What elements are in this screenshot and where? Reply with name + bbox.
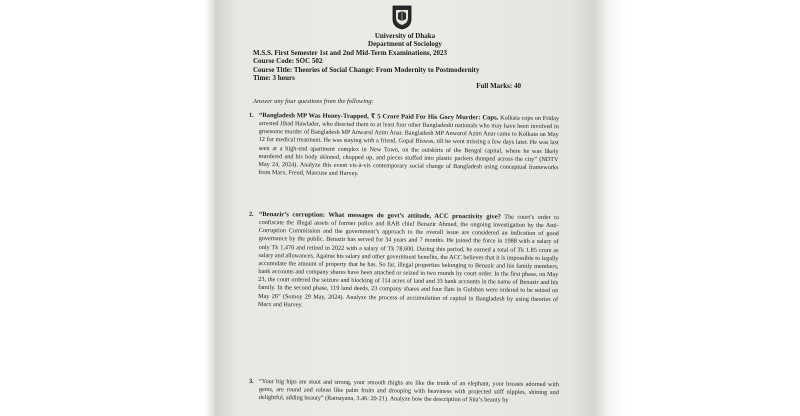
- question-number: 3.: [248, 377, 254, 385]
- exam-time: Time: 3 hours: [253, 74, 295, 82]
- question-2: [248, 210, 559, 312]
- course-code: Course Code: SOC 502: [253, 57, 323, 65]
- department-name: Department of Sociology: [368, 40, 442, 48]
- question-headline: “Bangladesh MP Was Honey-Trapped, ₹ 5 Crore Paid For His Gory Murder: Cops.: [258, 112, 499, 122]
- question-body: “Your big hips are stout and strong, your smooth thighs are like the trunk of an elephant, your breasts adorned with gems, are round and robust like palm fruits and drooping with heaviness with projected stiff nipples, shining and delightful, adding beauty” (Ramayana, 3.46: 20-21). Analyze how the description of Sita’s beauty by: [258, 378, 559, 404]
- question-number: 2.: [248, 210, 254, 218]
- course-title: Course Title: Theories of Social Change: From Modernity to Postmodernity: [253, 66, 480, 74]
- university-seal-icon: [391, 4, 413, 30]
- exam-paper: [215, 0, 595, 416]
- question-3: [248, 377, 559, 406]
- question-1: [248, 111, 559, 180]
- full-marks: Full Marks: 40: [476, 82, 521, 90]
- question-body: The court’s order to confiscate the illegal assets of former police and RAB chief Benazir Ahmed, the ongoing investigation by the Anti-Corruption Commission and the government’s approach to the overall issue are considered an indication of good governance by the public. Benazir has served for 34 years and 7 months. He joined the force in 1988 with a salary of only Tk 1,470 and retired in 2022 with a salary of Tk 78,600. During this period, he earned a total of Tk 1.85 crore as salary and allowances. Against his salary and other government benefits, the ACC believes that it is impossible to legally accumulate the amount of property that he has. So far, illegal properties belonging to Benazir and his family members, bank accounts and company shares have been attached or seized in two rounds by court order. In the first phase, on May 23, the court ordered the seizure and blocking of 114 acres of land and 33 bank accounts in the name of Benazir and his family. In the second phase, 119 land deeds, 23 company shares and four flats in Gulshan were ordered to be seized on May 26” (Somoy 29 May, 2024). Analyze the process of accumulation of capital in Bangladesh by using theories of Marx and Harvey.: [257, 213, 559, 309]
- question-headline: “Benazir’s corruption: What messages do govt’s attitude, ACC proactivity give?: [258, 211, 502, 221]
- instructions: Answer any four questions from the following:: [253, 98, 374, 105]
- university-name: University of Dhaka: [374, 32, 436, 40]
- question-body: Kolkata cops on Friday arrested Jihad Hawlader, who directed them to at least four other Bangladeshi nationals who may have been involved in gruesome murder of Bangladesh MP Anwarul Azim Anar. Bangladesh MP Anwarul Azim Anar came to Kolkata on May 12 for medical treatment. He was staying with a friend, Gopal Biswas, till he went missing a few days later. He was last seen at a high-end apartment complex in New Town, on the outskirts of the Bengal capital, where he was likely murdered and his body skinned, chopped up, and pieces stuffed into plastic packets dumped across the city” (NDTV May 24, 2024). Analyze this event vis-à-vis contemporary social change of Bangladesh using conceptual frameworks from Marx, Freud, Marcuse and Harvey.: [258, 114, 559, 178]
- background-margin: [595, 0, 800, 416]
- exam-title: M.S.S. First Semester 1st and 2nd Mid-Term Examinations, 2023: [253, 49, 448, 57]
- question-number: 1.: [248, 111, 254, 119]
